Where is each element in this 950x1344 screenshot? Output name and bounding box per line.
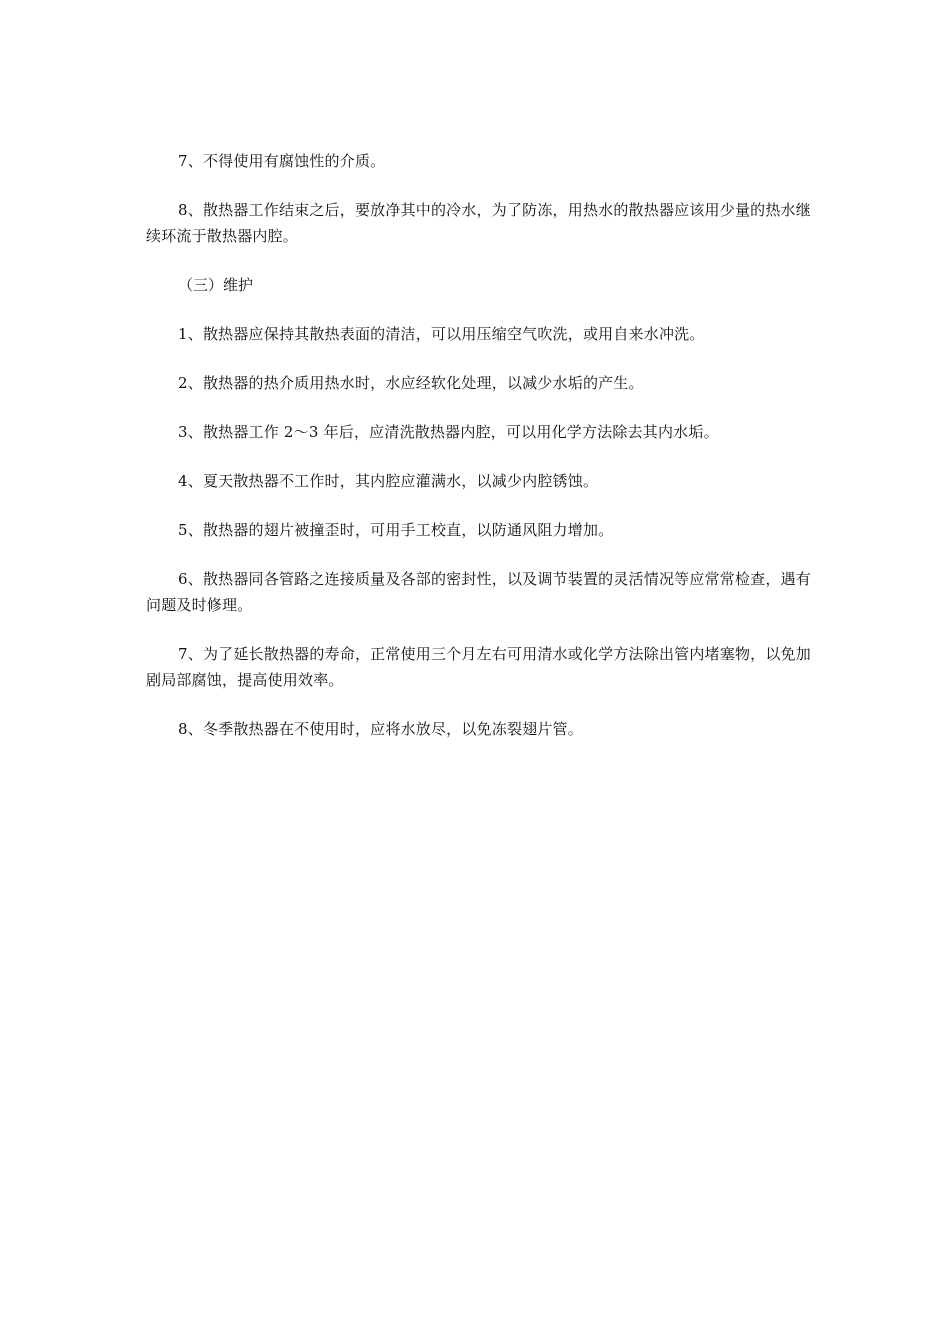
document-body bbox=[146, 148, 818, 765]
section-heading: （三）维护 bbox=[178, 276, 254, 294]
paragraph: 6、散热器同各管路之连接质量及各部的密封性，以及调节装置的灵活情况等应常常检查，遇有问题及时修理。 bbox=[146, 570, 811, 614]
paragraph: 8、冬季散热器在不使用时，应将水放尽，以免冻裂翅片管。 bbox=[178, 720, 583, 738]
paragraph: 7、不得使用有腐蚀性的介质。 bbox=[178, 152, 386, 170]
paragraph: 4、夏天散热器不工作时，其内腔应灌满水，以减少内腔锈蚀。 bbox=[178, 472, 599, 490]
paragraph: 3、散热器工作 2～3 年后，应清洗散热器内腔，可以用化学方法除去其内水垢。 bbox=[178, 423, 719, 441]
paragraph: 1、散热器应保持其散热表面的清洁，可以用压缩空气吹洗，或用自来水冲洗。 bbox=[178, 325, 705, 343]
paragraph: 7、为了延长散热器的寿命，正常使用三个月左右可用清水或化学方法除出管内堵塞物，以免加剧局部腐蚀，提高使用效率。 bbox=[146, 645, 811, 689]
paragraph: 5、散热器的翅片被撞歪时，可用手工校直，以防通风阻力增加。 bbox=[178, 521, 614, 539]
paragraph: 8、散热器工作结束之后，要放净其中的冷水，为了防冻，用热水的散热器应该用少量的热水继续环流于散热器内腔。 bbox=[146, 201, 811, 245]
paragraph: 2、散热器的热介质用热水时，水应经软化处理，以减少水垢的产生。 bbox=[178, 374, 644, 392]
